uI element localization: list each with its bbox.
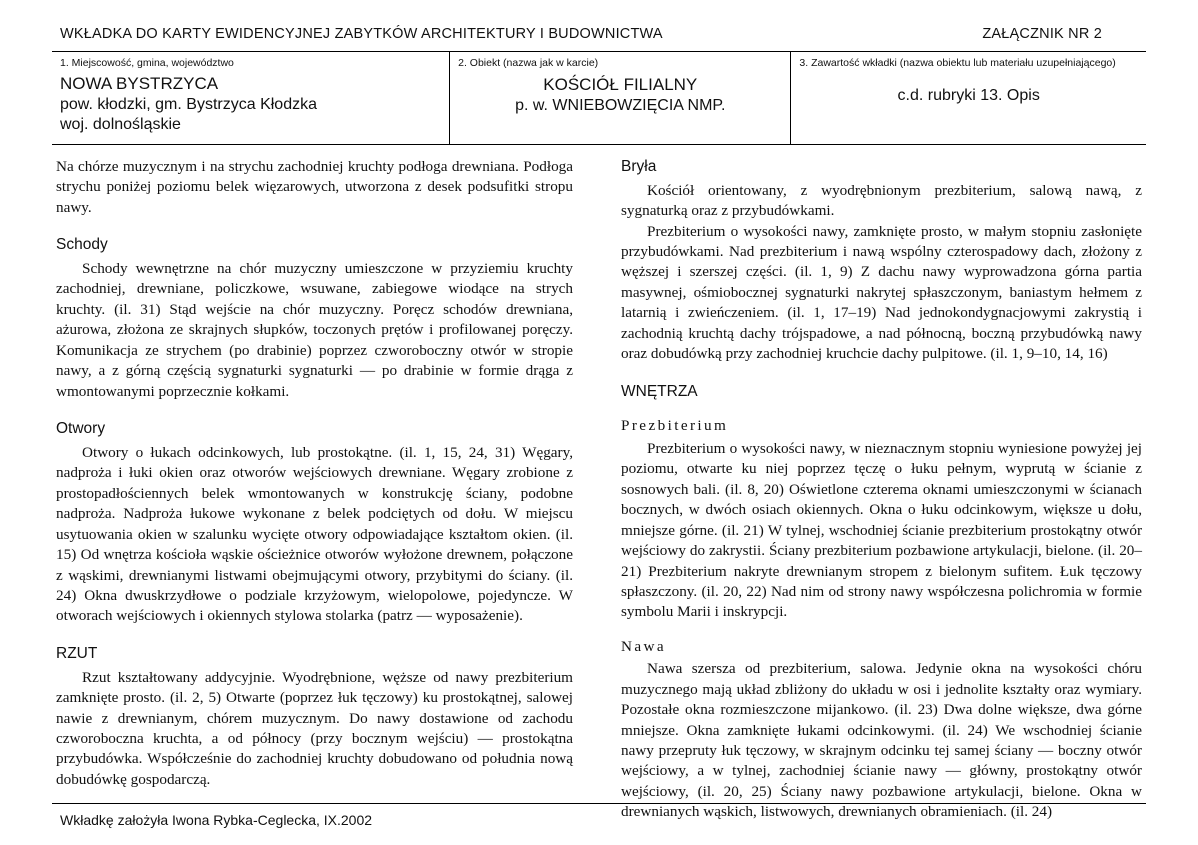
left-column [52, 157, 599, 797]
section-paragraph-schody: Schody wewnętrzne na chór muzyczny umieszczone w przyziemiu kruchty zachodniej, drewniane, policzkowe, wsuwane, zabiegowe wiodące na strych kruchty. (il. 31) Stąd wejście na chór muzyczny. Poręcz schodów drewniana, ażurowa, złożona ze skrajnych słupków, toczonych prętów i profilowanej poręczy. Komunikacja ze strychem (po drabinie) poprzez czworoboczny otwór w stropie nawy, a z górną częścią sygnaturki sygnaturki — po drabinie w formie drąga z wmontowanymi poprzecznie kołkami. [56, 259, 573, 400]
identity-cell-content [790, 52, 1146, 144]
subsection-paragraph-prezbiterium: Prezbiterium o wysokości nawy, w nieznacznym stopniu wyniesione powyżej jej poziomu, otwarte ku niej poprzez tęczę o łuku pełnym, wyprutą w ścianie z sosnowych bali. (il. 8, 20) Oświetlone czterema oknami umieszczonymi w ścianach bocznych, w dwóch osiach okiennych. Okna o łuku odcinkowym, większe u dołu, mniejsze górne. (il. 21) W tylnej, wschodniej ścianie prezbiterium prostokątny otwór wejściowy do zakrystii. Ściany prezbiterium pozbawione artykulacji, bielone. (il. 20–21) Prezbiterium nakryte drewnianym stropem z bielonym sufitem. Łuk tęczowy spłaszczony. (il. 20, 22) Nad nim od strony nawy współczesna polichromia w formie symbolu Marii i inskrypcji. [621, 439, 1142, 621]
subsection-paragraph-nawa: Nawa szersza od prezbiterium, salowa. Jedynie okna na wysokości chóru muzycznego mają układ zbliżony do układu w osi i jednolite kształty oraz wymiary. Pozostałe okna rozmieszczone mijankowo. (il. 23) Dwa dolne większe, dwa górne mniejsze. Okna zamknięte łukami odcinkowymi. (il. 24) We wschodniej ścianie nawy przepruty łuk tęczowy, w skrajnym odcinku tej samej ściany — boczny otwór wejściowy, a w tylnej, zachodniej ścianie nawy — główny, prostokątny otwór wejściowy, (il. 20, 25) Ściany nawy pozbawione artykulacji, bielone. Okna w drewnianych wąskich, listwowych, drewnianych obramieniach. (il. 24) [621, 660, 1142, 821]
footer-credit: Wkładkę założyła Iwona Rybka-Ceglecka, IX.2002 [60, 811, 373, 828]
identity-cell-content-caption: 3. Zawartość wkładki (nazwa obiektu lub materiału uzupełniającego) [799, 57, 1116, 69]
section-heading-rzut: RZUT [56, 644, 98, 662]
section-heading-bryla: Bryła [621, 157, 657, 175]
identity-cell-object-caption: 2. Obiekt (nazwa jak w karcie) [458, 57, 599, 69]
section-heading-schody: Schody [56, 236, 108, 254]
intro-paragraph: Na chórze muzycznym i na strychu zachodniej kruchty podłoga drewniana. Podłoga strychu poniżej poziomu belek więzarowych, utworzona z desek podsufitki stropu nawy. [56, 157, 573, 216]
identity-cell-location-caption: 1. Miejscowość, gmina, województwo [60, 57, 234, 69]
location-voivodeship: woj. dolnośląskie [60, 116, 181, 134]
identity-cell-object [449, 52, 790, 144]
section-heading-otwory: Otwory [56, 420, 106, 438]
identity-table [52, 52, 1146, 145]
section-heading-wnetrza: WNĘTRZA [621, 382, 698, 400]
object-dedication: p. w. WNIEBOWZIĘCIA NMP. [515, 96, 726, 114]
identity-cell-location [52, 52, 449, 144]
document-header [52, 26, 1146, 51]
header-title-left: WKŁADKA DO KARTY EWIDENCYJNEJ ZABYTKÓW ARCHITEKTURY I BUDOWNICTWA [60, 26, 663, 42]
subsection-heading-nawa: Nawa [621, 637, 667, 655]
subsection-heading-prezbiterium: Prezbiterium [621, 417, 729, 435]
section-paragraph-bryla-1: Kościół orientowany, z wyodrębnionym prezbiterium, salową nawą, z sygnaturką oraz z przybudówkami. [621, 181, 1142, 220]
section-paragraph-rzut: Rzut kształtowany addycyjnie. Wyodrębnione, węższe od nawy prezbiterium zamknięte prosto. (il. 2, 5) Otwarte (poprzez łuk tęczowy) ku prostokątnej, salowej nawie z drewnianym, chórem muzycznym. Do nawy dostawione od zachodu czworoboczna kruchta, a od północy (przy bocznym wejściu) — prostokątna przybudówka. Współcześnie do zachodniej kruchty dobudowano od południa nową dobudówkę gospodarczą. [56, 668, 573, 788]
section-paragraph-bryla-2: Prezbiterium o wysokości nawy, zamknięte prosto, w małym stopniu zasłonięte przybudówkami. Nad prezbiterium i nawą wspólny czterospadowy dach, złożony z węższej i szerszej części. (il. 1, 9) Z dachu nawy wyprowadzona górna partia masywnej, ośmiobocznej sygnaturki nakrytej spłaszczonym, baniastym hełmem z latarnią i zwieńczeniem. (il. 1, 17–19) Nad jednokondygnacjowymi zakrystią i zachodnią kruchtą dachy trójspadowe, a nad północną, boczną przybudówką nawy oraz dobudówką przy zachodniej kruchcie dachy pulpitowe. (il. 1, 9–10, 14, 16) [621, 222, 1142, 363]
location-district: pow. kłodzki, gm. Bystrzyca Kłodzka [60, 95, 317, 113]
right-column [599, 157, 1146, 821]
header-title-right: ZAŁĄCZNIK NR 2 [982, 26, 1102, 42]
location-name: NOWA BYSTRZYCA [60, 74, 219, 94]
object-name: KOŚCIÓŁ FILIALNY [543, 75, 698, 95]
content-description: c.d. rubryki 13. Opis [897, 87, 1040, 105]
section-paragraph-otwory: Otwory o łukach odcinkowych, lub prostokątne. (il. 1, 15, 24, 31) Węgary, nadproża i łuki okien oraz otworów wejściowych drewniane. Węgary zrobione z prostopadłościennych belek wmontowanych w konstrukcję ściany, podobne nadproża. Nadproża łukowe wykonane z belek podciętych od dołu. W miejscu usytuowania okien w szalunku wycięte otwory odpowiadające kształtom okien. (il. 15) Od wnętrza kościoła wąskie ościeżnice otworów wyłożone drewnem, połączone z wąskimi, drewnianymi listwami obejmującymi otwory, przybitymi do ściany. (il. 24) Okna dwuskrzydłowe o podziale krzyżowym, wielopolowe, pojedyncze. W otworach wejściowych i okiennych stylowa stolarka (patrz — wyposażenie). [56, 443, 573, 625]
